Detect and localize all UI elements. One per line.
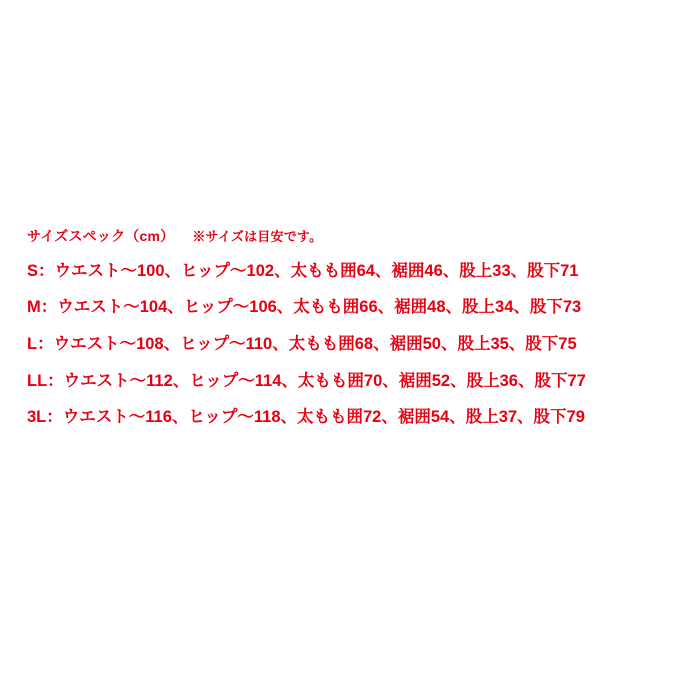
size-spec-row-l: L：ウエスト〜108、ヒップ〜110、太もも囲68、裾囲50、股上35、股下75 — [27, 335, 577, 354]
size-spec-row-ll: LL：ウエスト〜112、ヒップ〜114、太もも囲70、裾囲52、股上36、股下77 — [27, 371, 586, 390]
size-spec-row-m: M：ウエスト〜104、ヒップ〜106、太もも囲66、裾囲48、股上34、股下73 — [27, 298, 582, 317]
size-spec-heading-note: ※サイズは目安です。 — [192, 229, 323, 244]
size-spec-row-s: S：ウエスト〜100、ヒップ〜102、太もも囲64、裾囲46、股上33、股下71 — [27, 261, 579, 280]
size-spec-heading-title: サイズスペック（cm） — [27, 228, 175, 244]
size-spec-block — [27, 228, 673, 428]
size-spec-heading — [27, 228, 673, 245]
size-spec-row-3l: 3L：ウエスト〜116、ヒップ〜118、太もも囲72、裾囲54、股上37、股下79 — [27, 408, 585, 427]
